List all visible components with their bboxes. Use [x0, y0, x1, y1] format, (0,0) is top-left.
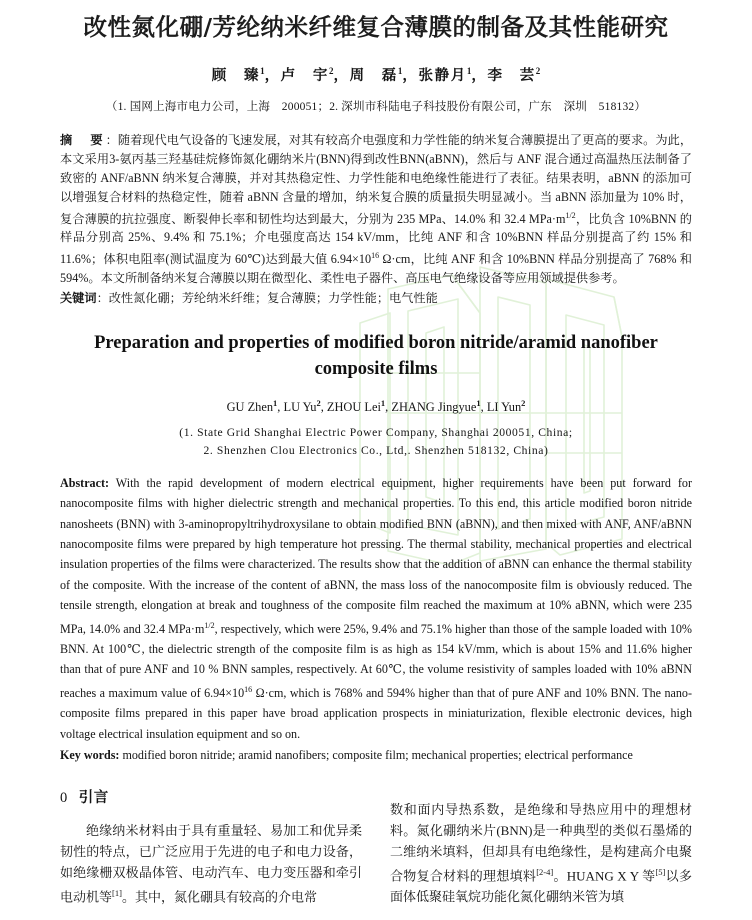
english-abstract — [60, 473, 692, 744]
chinese-keywords-label: 关键词 — [60, 290, 97, 305]
chinese-abstract-text-3: Ω·cm，比纯 ANF 和含 10%BNN 样品分别提高了 768% 和 594%。本文所制备纳米复合薄膜以期在微型化、柔性电子器件、高压电气绝缘设备等应用领域提供参考。 — [60, 252, 692, 286]
english-author-zhou: ZHOU Lei$^1$, — [326, 397, 392, 414]
english-affiliation-line-1: (1. State Grid Shanghai Electric Power Company, Shanghai 200051, China; — [179, 425, 573, 439]
section-number: 0 — [60, 789, 68, 806]
chinese-author-gu: 顾 臻$^1$， — [211, 66, 281, 85]
english-abstract-label: Abstract: — [60, 475, 110, 490]
affil-marker: 2 — [328, 66, 334, 77]
chinese-keywords-text: ：改性氮化硼；芳纶纳米纤维；复合薄膜；力学性能；电气性能 — [96, 290, 438, 305]
english-abstract-sup-1: 1/2 — [204, 620, 215, 630]
section-title: 引言 — [78, 789, 109, 806]
chinese-title: 改性氮化硼/芳纶纳米纤维复合薄膜的制备及其性能研究 — [83, 13, 669, 41]
paper-page — [0, 13, 752, 920]
english-author-zhang: ZHANG Jingyue$^1$, — [391, 397, 487, 414]
english-affiliation — [0, 424, 752, 460]
intro-text-5: 以多面体低聚硅氧烷功能化氮化硼纳米管为填 — [390, 867, 692, 904]
english-keywords-text: modified boron nitride; aramid nanofibers; composite film; mechanical properties; electrical performance — [119, 748, 633, 763]
citation-ref-2: [2-4] — [536, 866, 554, 877]
citation-ref-3: [5] — [655, 866, 666, 877]
body-column-left — [60, 786, 362, 920]
affil-marker: 1 — [476, 397, 481, 408]
english-abstract-text-2: , respectively, which were 25%, 9.4% and 75.1% higher than those of the sample loaded with 10% BNN. At 100℃, the dielectric strength of the composite film is as high as 154 kV/mm, which is about 15% and 11.6% higher than that of pure ANF and 10 % BNN samples, respectively. At 60℃, the volume resistivity of samples loaded with 10% aBNN reaches a maximum value of 6.94×10 — [60, 621, 693, 700]
english-author-gu: GU Zhen$^1$, — [226, 397, 284, 414]
english-title: Preparation and properties of modified boron nitride/aramid nanofiber composite films — [94, 332, 658, 379]
body-column-right — [390, 786, 692, 920]
chinese-abstract-text-1: ：随着现代电气设备的飞速发展，对其有较高介电强度和力学性能的纳米复合薄膜提出了更高的要求。为此，本文采用3-氨丙基三羟基硅烷修饰氮化硼纳米片(BNN)得到改性BNN(aBNN)，然后与 ANF 混合通过高温热压法制备了致密的 ANF/aBNN 纳米复合薄膜，并对其热稳定性、力学性能和电绝缘性能进行了表征。结果表明，aBNN 的添加可以增强复合材料的热稳定性，随着 aBNN 含量的增加，纳米复合膜的质量损失明显减小。当 aBNN 添加量为 10% 时，复合薄膜的抗拉强度、断裂伸长率和韧性均达到最大，分别为 235 MPa、14.0% 和 32.4 MPa·m — [60, 133, 693, 226]
chinese-keywords — [60, 289, 692, 308]
chinese-abstract-label: 摘 要 — [60, 133, 106, 148]
english-author-lu: LU Yu$^2$, — [283, 397, 327, 414]
chinese-author-zhou: 周 磊$^1$， — [349, 66, 419, 85]
intro-text-4: 。HUANG X Y 等 — [553, 867, 656, 883]
chinese-author-list — [0, 64, 752, 85]
section-heading-introduction — [60, 786, 362, 807]
english-affiliation-line-2: 2. Shenzhen Clou Electronics Co., Ltd,. Shenzhen 518132, China) — [203, 443, 549, 457]
english-keywords-label: Key words: — [60, 748, 120, 763]
chinese-abstract-block — [60, 131, 692, 307]
chinese-abstract-sup-1: 1/2 — [565, 210, 576, 220]
english-abstract-text-1: With the rapid development of modern electrical equipment, higher requirements have been put forward for nanocomposite films with higher dielectric strength and mechanical properties. To this end, this article modified boron nitride nanosheets (BNN) with 3-aminopropyltrihydroxysilane to obtain modified BNN (aBNN), and then mixed with ANF, ANF/aBNN nanocomposite films were prepared by high temperature hot pressing. The thermal stability, mechanical properties and electrical insulation properties of the films were characterized. The results show that the addition of aBNN can enhance the thermal stability of the composite. With the increase of the content of aBNN, the mass loss of the nanocomposite film is obviously reduced. The tensile strength, elongation at break and toughness of the composite film reached the maximum at 10% aBNN, which were 235 MPa, 14.0% and 32.4 MPa·m — [60, 475, 692, 636]
english-abstract-block — [60, 473, 692, 766]
affil-marker: 1 — [380, 397, 386, 408]
affil-marker: 2 — [521, 397, 526, 408]
affil-marker: 2 — [535, 66, 541, 77]
english-abstract-text-3: Ω·cm, which is 768% and 594% higher than that of pure ANF and 10% BNN. The nano-composite films prepared in this paper have broad application prospects in miniaturization, flexible electronic devices, high voltage electrical insulation equipment and so on. — [60, 685, 692, 741]
chinese-abstract-text-2: ，比负含 10%BNN 的样品分别高 25%、9.4% 和 75.1%；介电强度高达 154 kV/mm，比纯 ANF 和含 10%BNN 样品分别提高了约 15% 和 11.6%；体积电阻率(测试温度为 60℃)达到最大值 6.94×10 — [60, 211, 692, 267]
affil-marker: 1 — [466, 66, 472, 77]
english-abstract-sup-2: 16 — [244, 684, 253, 694]
intro-text-2: 。其中，氮化硼具有较高的介电常 — [121, 888, 317, 904]
english-keywords — [60, 745, 692, 765]
chinese-author-li: 李 芸$^2$ — [487, 66, 541, 85]
affil-marker: 1 — [260, 66, 265, 77]
chinese-abstract-sup-2: 16 — [371, 251, 380, 261]
two-column-body — [60, 786, 692, 920]
affil-marker: 1 — [273, 397, 278, 408]
affil-marker: 2 — [316, 397, 321, 408]
affil-marker: 1 — [397, 66, 403, 77]
intro-paragraph-right — [390, 799, 692, 907]
chinese-abstract — [60, 131, 692, 288]
english-author-list — [0, 398, 752, 415]
intro-text-3: 数和面内导热系数，是绝缘和导热应用中的理想材料。氮化硼纳米片(BNN)是一种典型的类似石墨烯的二维纳米填料，但却具有电绝缘性，是构建高介电聚合物复合材料的理想填料 — [390, 801, 692, 883]
chinese-author-zhang: 张静月$^1$， — [418, 66, 488, 85]
chinese-author-lu: 卢 宇$^2$， — [280, 66, 350, 85]
intro-text-1: 绝缘纳米材料由于具有重量轻、易加工和优异柔韧性的特点，已广泛应用于先进的电子和电力设备，如绝缘栅双极晶体管、电动汽车、电力变压器和牵引电动机等 — [60, 822, 362, 904]
intro-paragraph-left — [60, 820, 362, 907]
chinese-affiliation: （1. 国网上海市电力公司，上海 200051；2. 深圳市科陆电子科技股份有限公司，广东 深圳 518132） — [105, 101, 647, 114]
english-author-li: LI Yun$^2$ — [486, 397, 526, 414]
citation-ref-1: [1] — [112, 887, 122, 898]
